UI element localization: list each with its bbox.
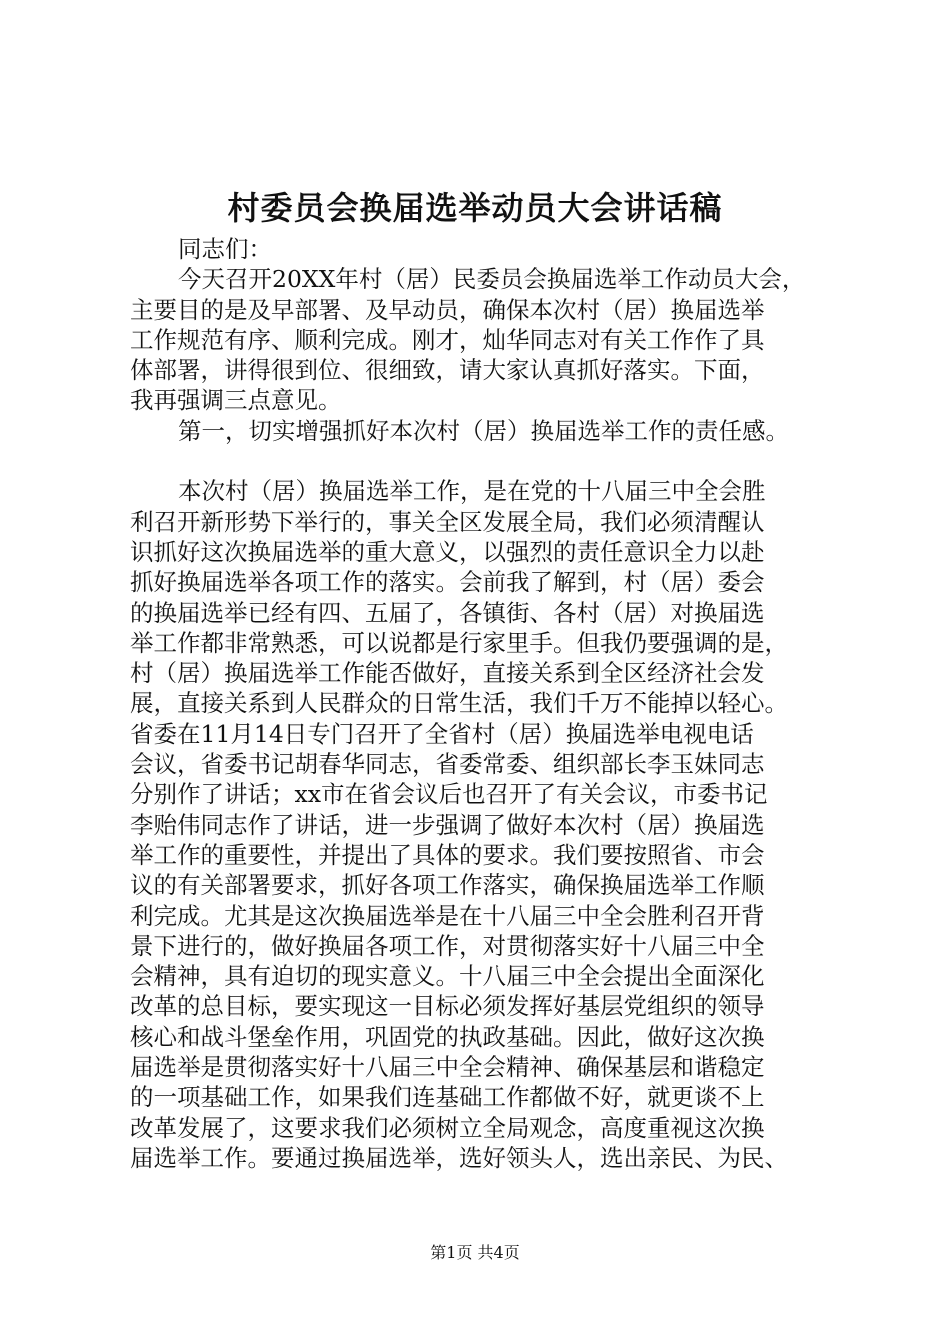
paragraph-line: 景下进行的，做好换届各项工作，对贯彻落实好十八届三中全: [130, 931, 765, 960]
paragraph-line: 核心和战斗堡垒作用，巩固党的执政基础。因此，做好这次换: [130, 1022, 765, 1051]
paragraph-line: 会议，省委书记胡春华同志，省委常委、组织部长李玉妹同志: [130, 750, 765, 779]
document-body: [130, 234, 850, 1173]
paragraph-line: 利召开新形势下举行的，事关全区发展全局，我们必须清醒认: [130, 507, 765, 536]
paragraph-line: 届选举工作。要通过换届选举，选好领头人，选出亲民、为民、: [130, 1143, 788, 1172]
paragraph-line: 改革的总目标，要实现这一目标必须发挥好基层党组织的领导: [130, 992, 765, 1021]
paragraph-line: 抓好换届选举各项工作的落实。会前我了解到，村（居）委会: [130, 568, 765, 597]
section-heading: 第一，切实增强抓好本次村（居）换届选举工作的责任感。: [178, 416, 789, 445]
paragraph-line: 改革发展了，这要求我们必须树立全局观念，高度重视这次换: [130, 1113, 765, 1142]
paragraph-line: 的一项基础工作，如果我们连基础工作都做不好，就更谈不上: [130, 1083, 765, 1112]
paragraph-line: 工作规范有序、顺利完成。刚才，灿华同志对有关工作作了具: [130, 325, 765, 354]
paragraph-line: 举工作都非常熟悉，可以说都是行家里手。但我仍要强调的是，: [130, 628, 788, 657]
paragraph-line: 分别作了讲话；xx市在省会议后也召开了有关会议，市委书记: [130, 780, 768, 809]
paragraph-line: 会精神，具有迫切的现实意义。十八届三中全会提出全面深化: [130, 962, 765, 991]
paragraph-line: 议的有关部署要求，抓好各项工作落实，确保换届选举工作顺: [130, 871, 765, 900]
blank-line: [130, 446, 850, 476]
paragraph-line: 省委在11月14日专门召开了全省村（居）换届选举电视电话: [130, 719, 754, 748]
paragraph-line: 体部署，讲得很到位、很细致，请大家认真抓好落实。下面，: [130, 356, 765, 385]
paragraph-line: 本次村（居）换届选举工作，是在党的十八届三中全会胜: [178, 477, 766, 506]
paragraph-line: 我再强调三点意见。: [130, 386, 342, 415]
paragraph-line: 利完成。尤其是这次换届选举是在十八届三中全会胜利召开背: [130, 901, 765, 930]
paragraph-line: 届选举是贯彻落实好十八届三中全会精神、确保基层和谐稳定: [130, 1053, 765, 1082]
paragraph-line: 识抓好这次换届选举的重大意义，以强烈的责任意识全力以赴: [130, 537, 765, 566]
paragraph-line: 村（居）换届选举工作能否做好，直接关系到全区经济社会发: [130, 659, 765, 688]
paragraph-line: 主要目的是及早部署、及早动员，确保本次村（居）换届选举: [130, 295, 765, 324]
document-title: 村委员会换届选举动员大会讲话稿: [227, 189, 723, 227]
paragraph-line: 举工作的重要性，并提出了具体的要求。我们要按照省、市会: [130, 840, 765, 869]
paragraph-line: 的换届选举已经有四、五届了，各镇街、各村（居）对换届选: [130, 598, 765, 627]
paragraph-line: 今天召开20XX年村（居）民委员会换届选举工作动员大会，: [178, 265, 806, 294]
paragraph-line: 展，直接关系到人民群众的日常生活，我们千万不能掉以轻心。: [130, 689, 788, 718]
page-footer: 第1页 共4页: [430, 1243, 520, 1262]
paragraph-line: 李贻伟同志作了讲话，进一步强调了做好本次村（居）换届选: [130, 810, 765, 839]
salutation: 同志们：: [178, 235, 272, 263]
